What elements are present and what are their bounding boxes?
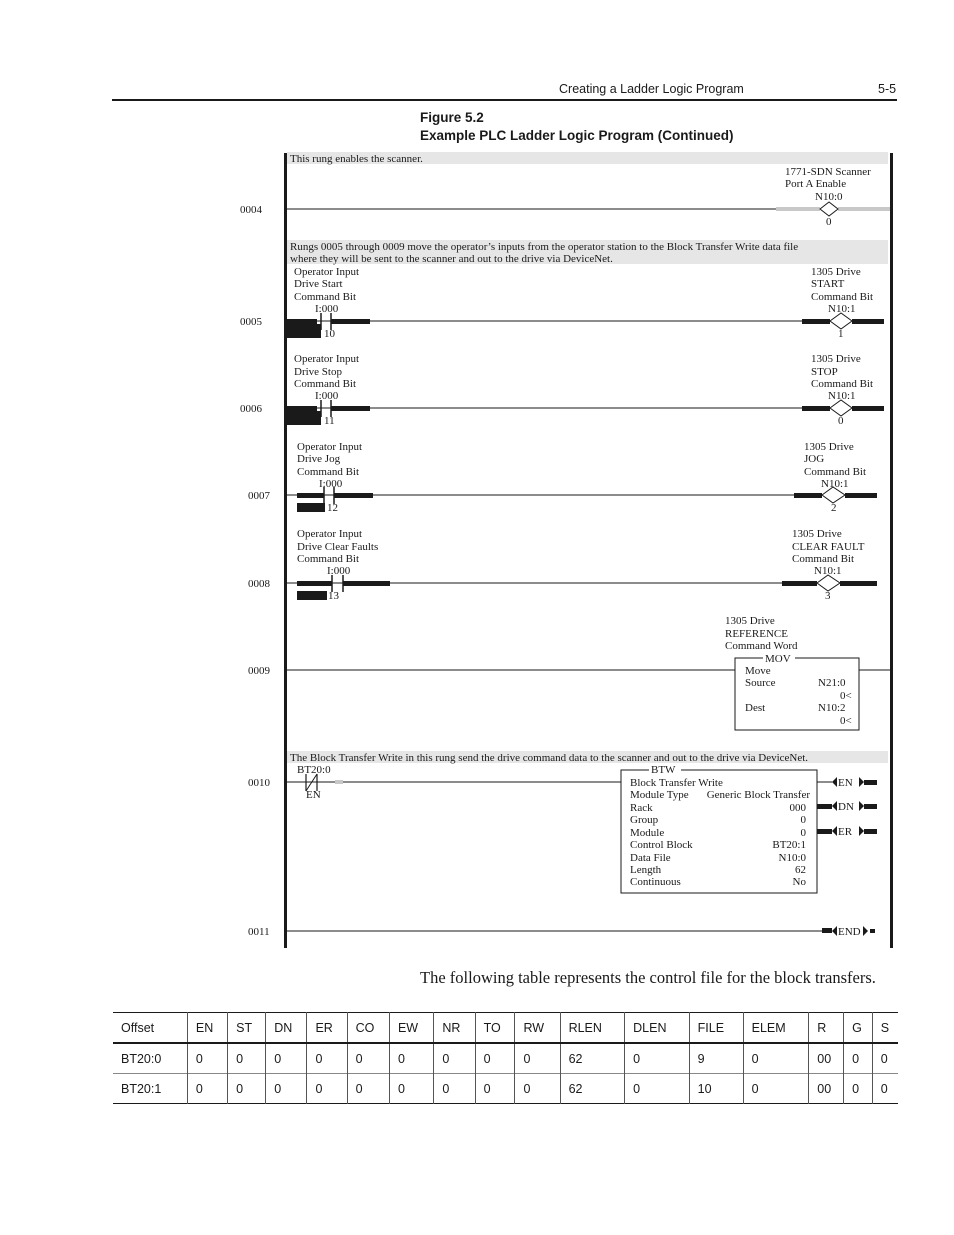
input-address: I:000 <box>327 565 351 577</box>
output-address: N10:0 <box>815 191 843 203</box>
end-marker-icon <box>832 926 837 936</box>
svg-text:Generic Block Transfer: Generic Block Transfer <box>706 789 810 801</box>
svg-text:Command Bit: Command Bit <box>804 466 867 478</box>
table-cell: 0 <box>187 1074 227 1104</box>
rung-number: 0006 <box>240 403 262 415</box>
rung-number: 0011 <box>248 926 270 938</box>
table-cell: 0 <box>434 1074 475 1104</box>
svg-text:Dest: Dest <box>745 702 766 714</box>
rung-0010 <box>287 764 877 893</box>
column-header: ELEM <box>743 1013 809 1044</box>
svg-text:Command Word: Command Word <box>725 640 798 652</box>
rung-number: 0009 <box>248 665 270 677</box>
svg-text:62: 62 <box>795 864 806 876</box>
left-power-rail <box>284 153 287 948</box>
output-description: Port A Enable <box>785 178 847 190</box>
rung-0008 <box>287 528 877 602</box>
svg-text:Command Bit: Command Bit <box>792 553 855 565</box>
svg-text:N10:2: N10:2 <box>818 702 846 714</box>
svg-text:1305 Drive: 1305 Drive <box>811 353 861 365</box>
column-header: TO <box>475 1013 515 1044</box>
output-marker-icon <box>832 777 837 787</box>
input-bit: 13 <box>328 590 339 602</box>
table-cell: BT20:1 <box>121 1081 162 1096</box>
svg-text:REFERENCE: REFERENCE <box>725 628 788 640</box>
output-address: N10:1 <box>828 390 856 402</box>
table-cell: 0 <box>389 1043 433 1074</box>
table-cell: 10 <box>689 1074 743 1104</box>
svg-text:N10:0: N10:0 <box>778 852 806 864</box>
input-bit: 11 <box>324 415 335 427</box>
svg-text:Data File: Data File <box>630 852 671 864</box>
svg-text:Block Transfer Write: Block Transfer Write <box>630 777 723 789</box>
rung-0004 <box>287 166 890 228</box>
svg-text:1305 Drive: 1305 Drive <box>804 441 854 453</box>
column-header: ER <box>307 1013 347 1044</box>
rung-comment: This rung enables the scanner. <box>290 153 423 165</box>
svg-text:Operator Input: Operator Input <box>294 266 360 278</box>
svg-text:Module: Module <box>630 827 665 839</box>
output-bit: 0 <box>826 216 832 228</box>
table-cell: 0 <box>743 1043 809 1074</box>
table-cell: 0 <box>844 1043 873 1074</box>
table-cell: 0 <box>872 1074 898 1104</box>
svg-text:Group: Group <box>630 814 659 826</box>
table-cell: 0 <box>347 1043 389 1074</box>
table-cell: 62 <box>560 1043 625 1074</box>
svg-text:Continuous: Continuous <box>630 876 681 888</box>
input-address: I:000 <box>315 390 339 402</box>
rung-0006 <box>287 353 884 427</box>
rung-comment: The Block Transfer Write in this rung send the drive command data to the scanner and out to the drive via DeviceNet. <box>290 752 809 764</box>
table-cell: 0 <box>625 1074 690 1104</box>
rung-number: 0005 <box>240 316 262 328</box>
rung-0009 <box>287 615 890 730</box>
table-cell: 0 <box>228 1074 266 1104</box>
svg-text:0: 0 <box>800 827 806 839</box>
svg-text:Module Type: Module Type <box>630 789 689 801</box>
table-cell: 0 <box>743 1074 809 1104</box>
table-intro: The following table represents the control file for the block transfers. <box>420 968 876 987</box>
column-header: Offset <box>121 1020 155 1035</box>
svg-text:1305 Drive: 1305 Drive <box>725 615 775 627</box>
end-label: END <box>838 926 861 938</box>
column-header: EN <box>187 1013 227 1044</box>
btw-output-er: ER <box>838 826 853 838</box>
column-header: NR <box>434 1013 475 1044</box>
svg-text:Drive Clear Faults: Drive Clear Faults <box>297 541 379 553</box>
table-cell: 0 <box>266 1074 307 1104</box>
output-coil-icon <box>830 400 852 416</box>
output-bit: 1 <box>838 328 844 340</box>
input-bit: 10 <box>324 328 335 340</box>
column-header: RLEN <box>560 1013 625 1044</box>
svg-text:000: 000 <box>789 802 806 814</box>
column-header: ST <box>228 1013 266 1044</box>
svg-text:0<: 0< <box>840 690 852 702</box>
table-cell: 0 <box>187 1043 227 1074</box>
table-cell: 0 <box>266 1043 307 1074</box>
table-cell: 0 <box>389 1074 433 1104</box>
svg-text:BT20:1: BT20:1 <box>772 839 806 851</box>
running-header-title: Creating a Ladder Logic Program <box>559 82 744 96</box>
table-cell: 0 <box>872 1043 898 1074</box>
rung-0005 <box>287 266 884 340</box>
table-cell: 0 <box>475 1043 515 1074</box>
table-cell: 0 <box>228 1043 266 1074</box>
figure-caption: Example PLC Ladder Logic Program (Continued) <box>420 128 734 143</box>
svg-text:Move: Move <box>745 665 771 677</box>
output-marker-icon <box>832 826 837 836</box>
contact-address: BT20:0 <box>297 764 331 776</box>
input-bit: 12 <box>327 502 338 514</box>
svg-text:STOP: STOP <box>811 366 838 378</box>
svg-text:1305 Drive: 1305 Drive <box>792 528 842 540</box>
table-cell: 0 <box>475 1074 515 1104</box>
table-cell: 9 <box>689 1043 743 1074</box>
control-file-table <box>113 1012 898 1104</box>
rung-number: 0008 <box>248 578 270 590</box>
table-cell: 0 <box>347 1074 389 1104</box>
column-header: G <box>844 1013 873 1044</box>
column-header: FILE <box>689 1013 743 1044</box>
svg-text:Length: Length <box>630 864 662 876</box>
table-cell: 0 <box>515 1043 560 1074</box>
table-cell: 0 <box>844 1074 873 1104</box>
input-address: I:000 <box>319 478 343 490</box>
rung-comment: Rungs 0005 through 0009 move the operator’s inputs from the operator station to the Block Transfer Write data file <box>290 241 799 253</box>
svg-text:Command Bit: Command Bit <box>297 466 360 478</box>
svg-text:Operator Input: Operator Input <box>297 441 363 453</box>
column-header: DN <box>266 1013 307 1044</box>
svg-text:Operator Input: Operator Input <box>297 528 363 540</box>
svg-text:JOG: JOG <box>804 453 825 465</box>
table-cell: 00 <box>809 1043 844 1074</box>
btw-output-en: EN <box>838 777 853 789</box>
rung-0011 <box>287 926 875 938</box>
output-address: N10:1 <box>828 303 856 315</box>
svg-text:Drive Start: Drive Start <box>294 278 343 290</box>
svg-text:No: No <box>792 876 806 888</box>
column-header: EW <box>389 1013 433 1044</box>
svg-text:0: 0 <box>800 814 806 826</box>
svg-text:N21:0: N21:0 <box>818 677 846 689</box>
table-cell: BT20:0 <box>121 1051 162 1066</box>
table-cell: 00 <box>809 1074 844 1104</box>
output-bit: 3 <box>825 590 831 602</box>
rung-comment: where they will be sent to the scanner and out to the drive via DeviceNet. <box>290 253 613 265</box>
table-cell: 0 <box>307 1043 347 1074</box>
rung-number: 0007 <box>248 490 270 502</box>
rung-0007 <box>287 441 877 514</box>
svg-text:Source: Source <box>745 677 776 689</box>
output-address: N10:1 <box>821 478 849 490</box>
column-header: R <box>809 1013 844 1044</box>
svg-text:Drive Stop: Drive Stop <box>294 366 342 378</box>
btw-title: BTW <box>651 764 676 776</box>
svg-text:START: START <box>811 278 845 290</box>
output-coil-icon <box>820 202 838 216</box>
svg-text:Command Bit: Command Bit <box>811 291 874 303</box>
figure-label: Figure 5.2 <box>420 110 484 125</box>
svg-text:Control Block: Control Block <box>630 839 693 851</box>
svg-text:CLEAR FAULT: CLEAR FAULT <box>792 541 865 553</box>
output-description: 1771-SDN Scanner <box>785 166 871 178</box>
output-address: N10:1 <box>814 565 842 577</box>
page-number: 5-5 <box>878 82 897 96</box>
table-header-row <box>113 1013 898 1044</box>
mov-title: MOV <box>765 653 791 665</box>
output-marker-icon <box>832 801 837 811</box>
table-row <box>113 1043 898 1074</box>
table-cell: 62 <box>560 1074 625 1104</box>
svg-text:Command Bit: Command Bit <box>297 553 360 565</box>
contact-bit: EN <box>306 789 321 801</box>
svg-text:0<: 0< <box>840 715 852 727</box>
svg-text:Operator Input: Operator Input <box>294 353 360 365</box>
output-coil-icon <box>830 313 852 329</box>
column-header: DLEN <box>625 1013 690 1044</box>
rung-number: 0010 <box>248 777 270 789</box>
svg-text:1305 Drive: 1305 Drive <box>811 266 861 278</box>
svg-text:Command Bit: Command Bit <box>811 378 874 390</box>
btw-output-dn: DN <box>838 801 854 813</box>
output-bit: 2 <box>831 502 837 514</box>
svg-text:Rack: Rack <box>630 802 653 814</box>
table-cell: 0 <box>515 1074 560 1104</box>
right-power-rail <box>890 153 893 948</box>
svg-text:Command Bit: Command Bit <box>294 378 357 390</box>
table-cell: 0 <box>307 1074 347 1104</box>
output-bit: 0 <box>838 415 844 427</box>
column-header: S <box>872 1013 898 1044</box>
table-row <box>113 1074 898 1104</box>
output-coil-icon <box>817 575 840 591</box>
svg-text:Command Bit: Command Bit <box>294 291 357 303</box>
column-header: RW <box>515 1013 560 1044</box>
svg-text:Drive Jog: Drive Jog <box>297 453 341 465</box>
column-header: CO <box>347 1013 389 1044</box>
table-cell: 0 <box>625 1043 690 1074</box>
table-cell: 0 <box>434 1043 475 1074</box>
input-address: I:000 <box>315 303 339 315</box>
rung-number: 0004 <box>240 204 262 216</box>
